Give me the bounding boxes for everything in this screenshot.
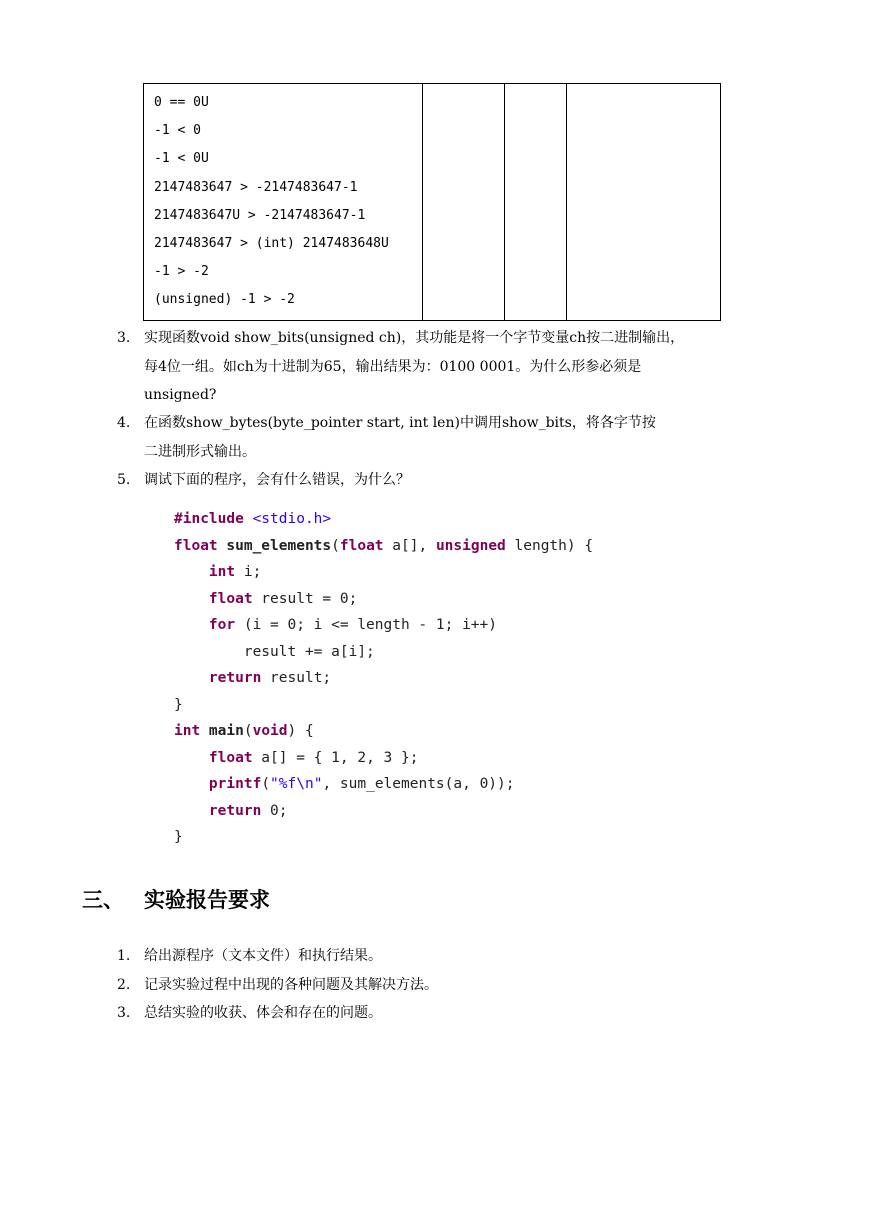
expression-row: (unsigned) -1 > -2	[154, 292, 295, 308]
code-line	[174, 612, 593, 639]
item-line: 实现函数void show_bits(unsigned ch)，其功能是将一个字节变量ch按二进制输出，	[144, 330, 685, 346]
expression-row: 2147483647 > (int) 2147483648U	[154, 235, 389, 251]
item-line: unsigned?	[144, 387, 217, 403]
code-text: length) {	[505, 537, 594, 554]
section-title: 实验报告要求	[144, 888, 270, 912]
code-line	[174, 771, 593, 798]
code-text: result += a[i];	[174, 643, 375, 660]
item-number: 2.	[117, 976, 131, 993]
type-column	[423, 84, 505, 320]
code-string: "%f\n"	[270, 776, 323, 792]
code-text: a[],	[383, 537, 436, 554]
code-keyword: float	[174, 749, 253, 766]
explanation-column	[567, 84, 720, 320]
code-line	[174, 692, 593, 719]
code-line	[174, 533, 593, 560]
code-line	[174, 559, 593, 586]
code-keyword: unsigned	[435, 537, 506, 554]
expression-row: 2147483647 > -2147483647-1	[154, 179, 358, 195]
item-line: 二进制形式输出。	[144, 443, 256, 460]
code-text: (i = 0; i <= length - 1; i++)	[235, 617, 498, 633]
code-text: (	[243, 723, 253, 739]
code-keyword: return	[174, 670, 262, 686]
code-string: <stdio.h>	[243, 511, 332, 527]
code-keyword: float	[174, 537, 218, 554]
item-number: 4.	[117, 415, 131, 431]
item-line: 总结实验的收获、体会和存在的问题。	[144, 1005, 382, 1021]
item-number: 3.	[117, 1005, 131, 1021]
item-line: 调试下面的程序，会有什么错误，为什么？	[144, 472, 410, 488]
code-text: a[] = { 1, 2, 3 };	[252, 749, 419, 766]
code-line	[174, 639, 593, 666]
code-keyword: float	[339, 537, 384, 554]
code-text: 0;	[261, 802, 288, 819]
code-line	[174, 745, 593, 772]
code-block	[174, 506, 593, 851]
expression-row: -1 > -2	[154, 264, 209, 280]
item-line: 给出源程序（文本文件）和执行结果。	[144, 948, 382, 964]
item-number: 1.	[117, 948, 131, 964]
expression-row: -1 < 0U	[154, 151, 209, 167]
expression-column	[144, 84, 423, 320]
code-text: result = 0;	[252, 590, 358, 607]
expression-table	[143, 83, 721, 321]
code-keyword: int	[174, 564, 236, 580]
code-keyword: for	[174, 617, 236, 633]
item-line: 在函数show_bytes(byte_pointer start, int len)中调用show_bits，将各字节按	[144, 415, 656, 431]
item-number: 5.	[117, 472, 131, 488]
code-text: (	[261, 776, 271, 792]
code-keyword: printf	[174, 776, 262, 792]
code-text: i;	[235, 564, 262, 580]
item-line: 记录实验过程中出现的各种问题及其解决方法。	[144, 976, 438, 993]
code-line	[174, 506, 593, 533]
code-function-name: main	[200, 723, 244, 739]
section-number: 三、	[82, 888, 124, 912]
code-line	[174, 586, 593, 613]
expression-row: 0 == 0U	[154, 95, 209, 110]
code-text: }	[174, 829, 183, 845]
code-keyword: void	[252, 723, 288, 739]
code-text: }	[174, 696, 183, 713]
code-line	[174, 718, 593, 745]
code-function-name: sum_elements	[217, 537, 332, 554]
result-column	[505, 84, 567, 320]
code-keyword: float	[174, 590, 253, 607]
code-keyword: #include	[174, 511, 244, 527]
code-text: (	[331, 537, 340, 554]
code-line	[174, 824, 593, 851]
item-line: 每4位一组。如ch为十进制为65，输出结果为：0100 0001。为什么形参必须是	[144, 358, 642, 375]
item-number: 3.	[117, 330, 131, 346]
code-line	[174, 798, 593, 825]
code-text: , sum_elements(a, 0));	[322, 776, 515, 792]
code-line	[174, 665, 593, 692]
expression-row: -1 < 0	[154, 123, 201, 139]
code-keyword: int	[174, 723, 201, 739]
code-text: result;	[261, 670, 332, 686]
code-text: ) {	[287, 723, 314, 739]
section-heading	[82, 884, 270, 914]
expression-row: 2147483647U > -2147483647-1	[154, 207, 366, 223]
code-keyword: return	[174, 802, 262, 819]
